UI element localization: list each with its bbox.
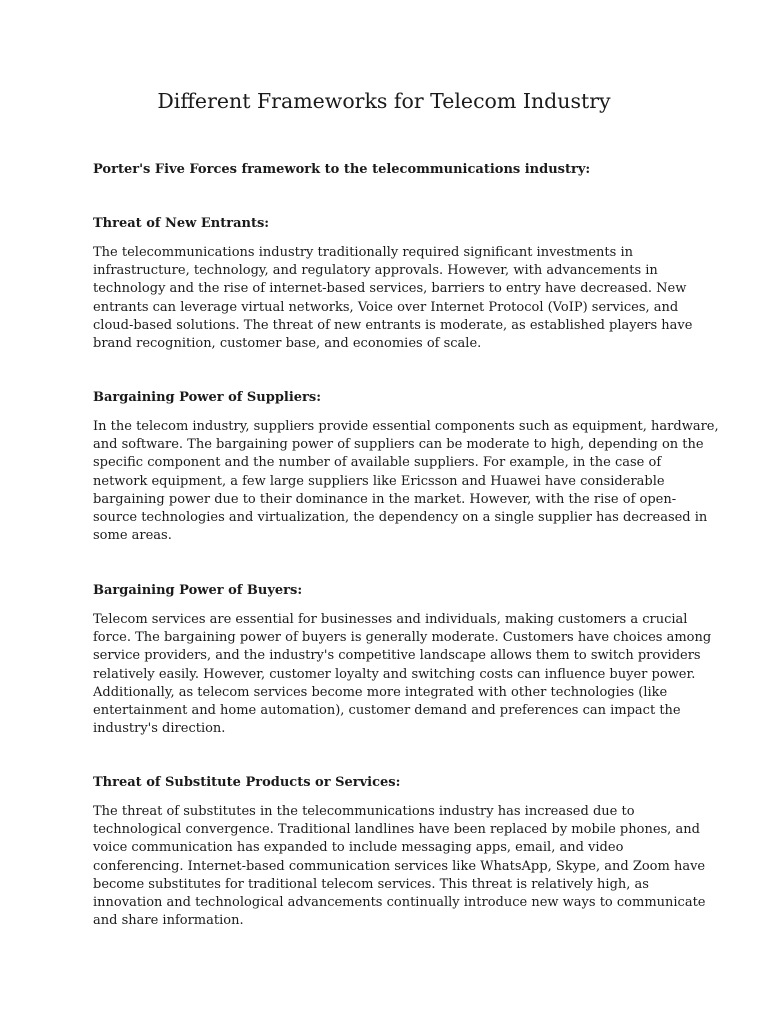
- paragraph-line: In the telecom industry, suppliers provide essential components such as equipment, hardware,: [93, 419, 719, 434]
- section-bargaining-power-of-suppliers: [93, 389, 719, 545]
- section-heading: Bargaining Power of Suppliers:: [93, 390, 322, 405]
- paragraph-line: infrastructure, technology, and regulatory approvals. However, with advancements in: [93, 263, 658, 279]
- paragraph-line: Additionally, as telecom services become more integrated with other technologies (like: [93, 684, 668, 700]
- section-bargaining-power-of-buyers: [93, 582, 712, 738]
- section-body: [93, 803, 706, 930]
- paragraph-line: brand recognition, customer base, and economies of scale.: [93, 336, 482, 352]
- section-body: [93, 611, 712, 738]
- paragraph-line: specific component and the number of available suppliers. For example, in the case of: [93, 455, 662, 471]
- paragraph-line: Telecom services are essential for businesses and individuals, making customers a crucial: [93, 612, 688, 627]
- paragraph-line: some areas.: [93, 528, 172, 544]
- section-body: [93, 418, 719, 545]
- paragraph-line: technological convergence. Traditional landlines have been replaced by mobile phones, and: [93, 822, 700, 838]
- document-title: Different Frameworks for Telecom Industry: [157, 89, 611, 113]
- paragraph-line: bargaining power due to their dominance in the market. However, with the rise of open-: [93, 491, 677, 507]
- paragraph-line: service providers, and the industry's competitive landscape allows them to switch providers: [93, 648, 701, 664]
- section-body: [93, 244, 693, 353]
- paragraph-line: and software. The bargaining power of suppliers can be moderate to high, depending on the: [93, 437, 704, 453]
- section-heading: Bargaining Power of Buyers:: [93, 583, 303, 598]
- paragraph-line: innovation and technological advancements continually introduce new ways to communicate: [93, 895, 706, 911]
- section-threat-of-substitutes: [93, 774, 706, 930]
- paragraph-line: The telecommunications industry traditionally required significant investments in: [93, 245, 633, 260]
- framework-heading: Porter's Five Forces framework to the telecommunications industry:: [93, 162, 591, 177]
- paragraph-line: entertainment and home automation), customer demand and preferences can impact the: [93, 703, 681, 719]
- paragraph-line: voice communication has expanded to include messaging apps, email, and video: [93, 840, 624, 856]
- paragraph-line: and share information.: [93, 913, 244, 929]
- paragraph-line: relatively easily. However, customer loyalty and switching costs can influence buyer power.: [93, 666, 696, 682]
- paragraph-line: The threat of substitutes in the telecommunications industry has increased due to: [93, 804, 635, 819]
- paragraph-line: become substitutes for traditional telecom services. This threat is relatively high, as: [93, 876, 649, 892]
- paragraph-line: source technologies and virtualization, the dependency on a single supplier has decreased in: [93, 510, 708, 526]
- section-heading: Threat of Substitute Products or Services:: [93, 775, 401, 790]
- paragraph-line: cloud-based solutions. The threat of new entrants is moderate, as established players have: [93, 317, 693, 333]
- paragraph-line: technology and the rise of internet-based services, barriers to entry have decreased. New: [93, 281, 687, 297]
- paragraph-line: force. The bargaining power of buyers is generally moderate. Customers have choices among: [93, 630, 712, 646]
- paragraph-line: entrants can leverage virtual networks, Voice over Internet Protocol (VoIP) services, and: [93, 299, 679, 315]
- paragraph-line: conferencing. Internet-based communication services like WhatsApp, Skype, and Zoom have: [93, 858, 706, 874]
- section-heading: Threat of New Entrants:: [93, 216, 270, 231]
- section-threat-of-new-entrants: [93, 215, 693, 353]
- paragraph-line: industry's direction.: [93, 721, 226, 737]
- paragraph-line: network equipment, a few large suppliers like Ericsson and Huawei have considerable: [93, 473, 665, 489]
